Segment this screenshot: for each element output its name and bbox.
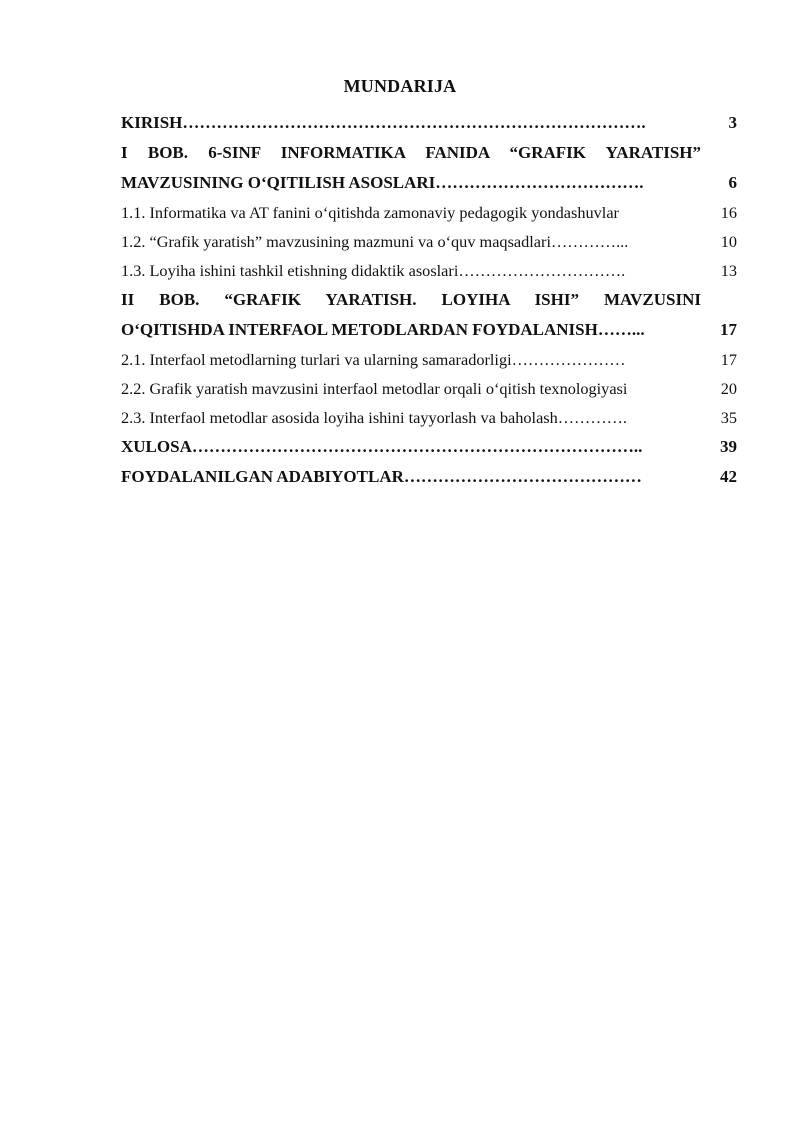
toc-entry-label: O‘QITISHDA INTERFAOL METODLARDAN FOYDALANISH……... xyxy=(121,320,645,339)
toc-entry-page: 3 xyxy=(728,113,737,132)
toc-entry-chapter-1[interactable] xyxy=(121,138,737,198)
toc-entry-2-2[interactable] xyxy=(121,374,737,403)
toc-entry-label: FOYDALANILGAN ADABIYOTLAR…………………………………… xyxy=(121,467,642,486)
toc-entry-page: 13 xyxy=(720,261,737,280)
toc-entry-label: 1.2. “Grafik yaratish” mavzusining mazmuni va o‘quv maqsadlari…………... xyxy=(121,232,629,251)
toc-entry-1-2[interactable] xyxy=(121,227,737,256)
toc-entry-page: 10 xyxy=(720,232,737,251)
toc-entry-page: 17 xyxy=(720,320,737,339)
toc-entry-page: 42 xyxy=(720,467,737,486)
toc-entry-label: XULOSA…………………………………………………………………….. xyxy=(121,437,643,456)
toc-entry-2-1[interactable] xyxy=(121,345,737,374)
toc-entry-1-1[interactable] xyxy=(121,198,737,227)
toc-entry-label: 2.1. Interfaol metodlarning turlari va ularning samaradorligi………………… xyxy=(121,350,626,369)
toc-entry-page: 20 xyxy=(720,379,737,398)
toc-entry-label: 1.1. Informatika va AT fanini o‘qitishda zamonaviy pedagogik yondashuvlar xyxy=(121,203,619,222)
toc-entry-chapter-2[interactable] xyxy=(121,285,737,345)
table-of-contents xyxy=(121,108,737,492)
toc-entry-page: 16 xyxy=(720,203,737,222)
toc-entry-label: KIRISH………………………………………………………………………. xyxy=(121,113,646,132)
toc-entry-label-line1: II BOB. “GRAFIK YARATISH. LOYIHA ISHI” MAVZUSINI xyxy=(121,290,701,309)
toc-entry-label-line1: I BOB. 6-SINF INFORMATIKA FANIDA “GRAFIK YARATISH” xyxy=(121,143,701,162)
toc-entry-page: 6 xyxy=(728,173,737,192)
toc-entry-label: MAVZUSINING O‘QITILISH ASOSLARI………………………………. xyxy=(121,173,644,192)
toc-entry-label: 2.3. Interfaol metodlar asosida loyiha ishini tayyorlash va baholash…………. xyxy=(121,408,627,427)
toc-entry-2-3[interactable] xyxy=(121,403,737,432)
page-title: MUNDARIJA xyxy=(343,76,457,96)
toc-entry-page: 17 xyxy=(720,350,737,369)
toc-entry-xulosa[interactable] xyxy=(121,432,737,462)
toc-entry-kirish[interactable] xyxy=(121,108,737,138)
toc-entry-label: 1.3. Loyiha ishini tashkil etishning didaktik asoslari…………………………. xyxy=(121,261,626,280)
toc-entry-1-3[interactable] xyxy=(121,256,737,285)
toc-entry-adabiyotlar[interactable] xyxy=(121,462,737,492)
toc-entry-label: 2.2. Grafik yaratish mavzusini interfaol metodlar orqali o‘qitish texnologiyasi xyxy=(121,379,628,398)
toc-entry-page: 39 xyxy=(720,437,737,456)
toc-entry-page: 35 xyxy=(720,408,737,427)
